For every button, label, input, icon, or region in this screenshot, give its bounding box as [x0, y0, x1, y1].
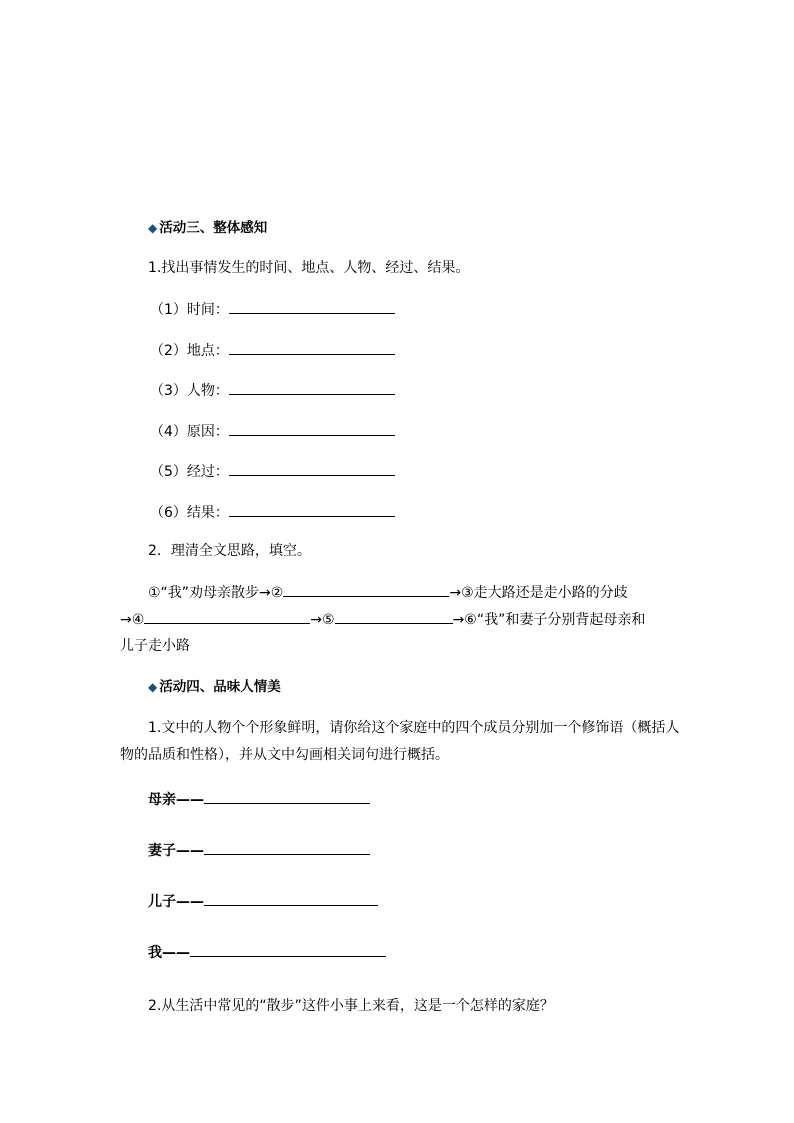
- activity3-question-1: 1.找出事情发生的时间、地点、人物、经过、结果。: [148, 260, 470, 276]
- answer-blank[interactable]: [204, 891, 378, 906]
- fill-item-time: [150, 299, 395, 320]
- activity4-question-1-line2: 物的品质和性格），并从文中勾画相关词句进行概括。: [120, 747, 449, 763]
- member-me: [148, 942, 386, 963]
- activity4-question-1-line1: 1.文中的人物个个形象鲜明，请你给这个家庭中的四个成员分别加一个修饰语（概括人: [148, 720, 680, 736]
- diamond-bullet-icon: ◆: [148, 680, 158, 694]
- answer-blank[interactable]: [229, 380, 395, 395]
- fill-item-label: （4）原因：: [150, 424, 229, 440]
- answer-blank[interactable]: [335, 609, 453, 624]
- flow-part-5: →⑥“我”和妻子分别背起母亲和: [452, 612, 646, 628]
- member-son: [148, 891, 378, 912]
- activity3-title: 活动三、整体感知: [159, 220, 268, 236]
- answer-blank[interactable]: [229, 340, 395, 355]
- fill-item-label: （5）经过：: [150, 464, 229, 480]
- member-label: 母亲——: [148, 792, 204, 808]
- flow-part-1: ①“我”劝母亲散步→②: [148, 585, 284, 601]
- member-mother: [148, 789, 370, 810]
- answer-blank[interactable]: [204, 789, 370, 804]
- flow-line-2: [120, 609, 645, 630]
- diamond-bullet-icon: ◆: [148, 221, 158, 235]
- flow-part-4: →⑤: [310, 612, 335, 628]
- answer-blank[interactable]: [229, 421, 395, 436]
- fill-item-label: （3）人物：: [150, 383, 229, 399]
- member-label: 我——: [148, 945, 190, 961]
- flow-line-3: 儿子走小路: [120, 638, 190, 654]
- answer-blank[interactable]: [144, 609, 310, 624]
- answer-blank[interactable]: [190, 942, 386, 957]
- activity3-heading: [148, 218, 267, 238]
- answer-blank[interactable]: [229, 502, 395, 517]
- activity4-question-2: 2.从生活中常见的“散步”这件小事上来看，这是一个怎样的家庭？: [148, 998, 554, 1014]
- answer-blank[interactable]: [229, 461, 395, 476]
- activity4-title: 活动四、品味人情美: [159, 679, 281, 695]
- flow-part-2: →③走大路还是走小路的分歧: [449, 585, 628, 601]
- fill-item-label: （2）地点：: [150, 343, 229, 359]
- activity3-question-2: 2．理清全文思路，填空。: [148, 543, 311, 559]
- fill-item-process: [150, 461, 395, 482]
- member-wife: [148, 840, 370, 861]
- answer-blank[interactable]: [229, 299, 395, 314]
- answer-blank[interactable]: [283, 582, 449, 597]
- member-label: 妻子——: [148, 843, 204, 859]
- fill-item-cause: [150, 421, 395, 442]
- fill-item-people: [150, 380, 395, 401]
- fill-item-result: [150, 502, 395, 523]
- activity4-heading: [148, 677, 281, 697]
- flow-line-1: [148, 582, 628, 603]
- fill-item-label: （1）时间：: [150, 302, 229, 318]
- fill-item-label: （6）结果：: [150, 505, 229, 521]
- member-label: 儿子——: [148, 894, 204, 910]
- flow-part-3: →④: [120, 612, 145, 628]
- answer-blank[interactable]: [204, 840, 370, 855]
- fill-item-place: [150, 340, 395, 361]
